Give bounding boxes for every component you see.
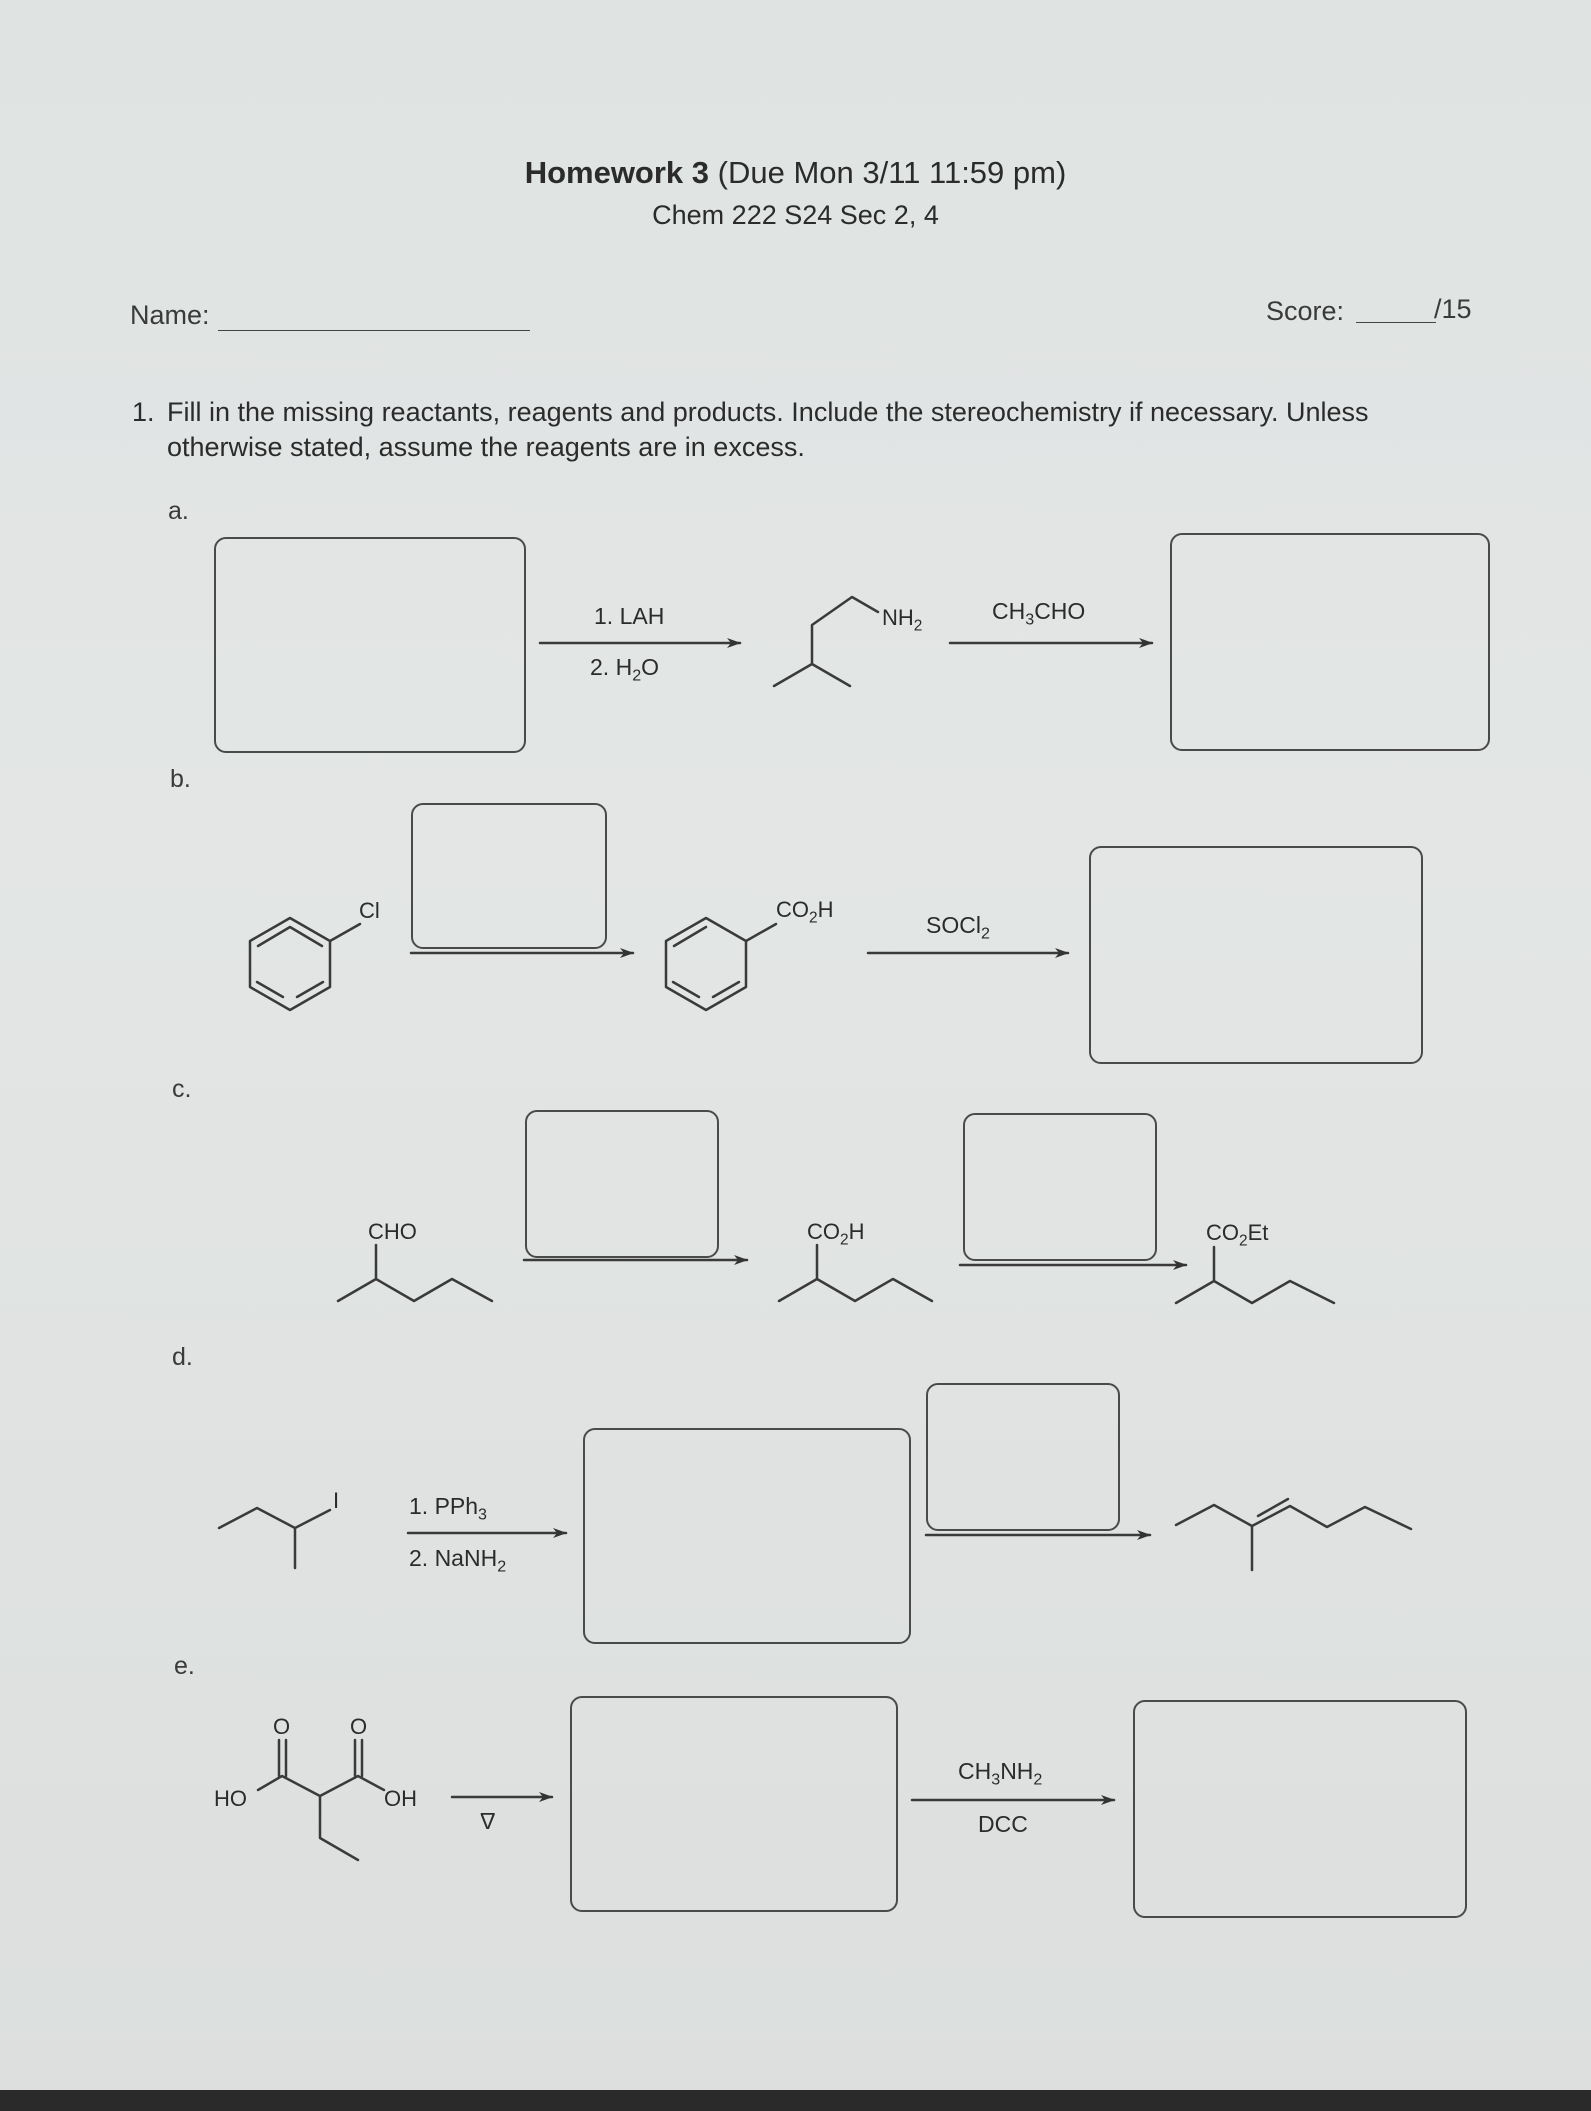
part-c-label: c. xyxy=(172,1075,192,1103)
amine-skeleton-a-chain xyxy=(812,597,878,664)
skeleton-c-1 xyxy=(338,1279,492,1301)
page-subtitle: Chem 222 S24 Sec 2, 4 xyxy=(652,200,939,230)
benzene-ring-b-1 xyxy=(250,918,330,1010)
amine-nh2-label: $NH_2$ xyxy=(882,605,923,635)
aldehyde-cho-label: CHO xyxy=(368,1219,417,1244)
skeleton-c-2 xyxy=(779,1279,932,1301)
benzyl-bond-b-1 xyxy=(330,924,360,941)
skeleton-d-alkene xyxy=(1176,1505,1411,1529)
carbonyl-oxygen-1: O xyxy=(273,1714,291,1739)
reagent-a-lah: 1. LAH xyxy=(594,603,665,629)
reagent-a-water: 2. $H_2O$ xyxy=(590,654,660,685)
carbonyl-oxygen-2: O xyxy=(350,1714,368,1739)
reagent-e-dcc: DCC xyxy=(978,1811,1028,1837)
question-line-2: otherwise stated, assume the reagents are in excess. xyxy=(167,432,805,462)
reagent-d-pph3: 1. PPh$_3$ xyxy=(409,1493,487,1524)
benzene-ring-b-2 xyxy=(666,918,746,1010)
ethyl-ester-label: $CO_2Et$ xyxy=(1206,1220,1269,1250)
hydroxyl-label-left: HO xyxy=(214,1786,247,1811)
reagent-e-methylamine: $CH_3NH_2$ xyxy=(958,1758,1043,1789)
score-label: Score: xyxy=(1266,296,1345,326)
chloride-label: Cl xyxy=(359,898,380,923)
skeleton-e-diacid xyxy=(258,1776,384,1796)
question-number: 1. xyxy=(132,397,155,427)
question-line-1: Fill in the missing reactants, reagents and products. Include the stereochemistry if necessary. Unless xyxy=(167,397,1369,427)
reagent-d-nanh2: 2. NaNH$_2$ xyxy=(409,1545,507,1576)
page-title: Homework 3 (Due Mon 3/11 11:59 pm) xyxy=(524,155,1067,190)
carboxylic-acid-label-b: $CO_2H$ xyxy=(776,897,834,927)
reagent-a-acetaldehyde: $CH_3CHO$ xyxy=(992,598,1086,629)
reagent-b-socl2: SOCl$_2$ xyxy=(926,912,990,943)
score-total: /15 xyxy=(1434,294,1472,324)
carboxylic-acid-label-c: $CO_2H$ xyxy=(807,1219,865,1249)
skeleton-c-3 xyxy=(1176,1281,1334,1303)
part-d-label: d. xyxy=(172,1343,193,1371)
part-e-label: e. xyxy=(174,1652,195,1680)
name-label: Name: xyxy=(130,300,210,330)
part-a-label: a. xyxy=(168,497,189,525)
amine-skeleton-a-base xyxy=(774,664,850,686)
part-b-label: b. xyxy=(170,765,191,793)
hydroxyl-label-right: OH xyxy=(384,1786,417,1811)
heat-symbol: Δ xyxy=(480,1808,496,1834)
iodide-label: I xyxy=(333,1488,340,1513)
skeleton-d-iodide xyxy=(219,1508,330,1528)
